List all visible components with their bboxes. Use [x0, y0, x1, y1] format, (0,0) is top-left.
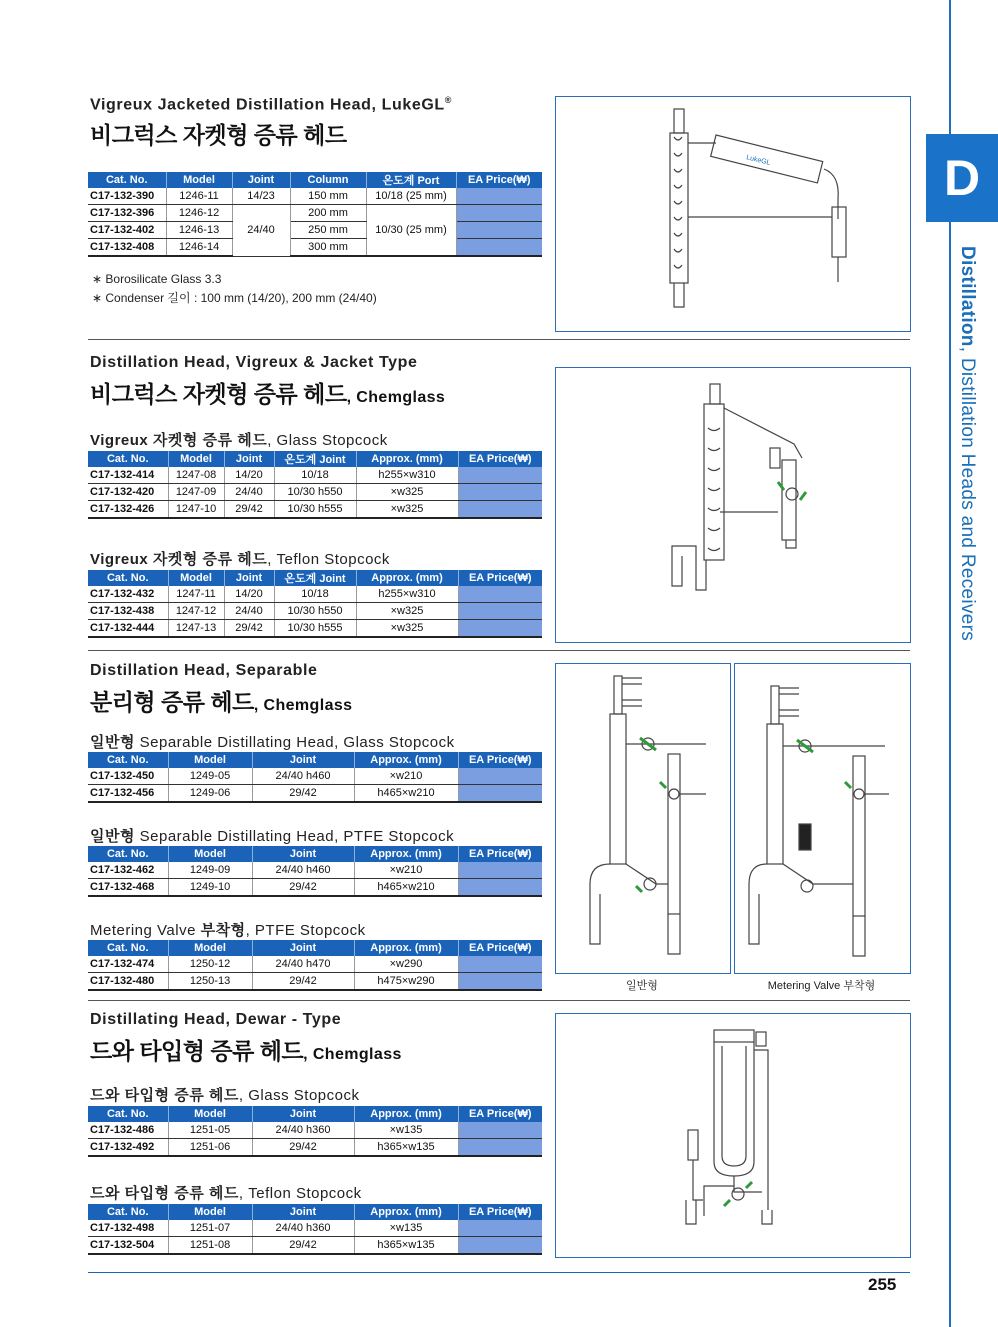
model: 1247-08 — [168, 467, 224, 484]
sec3-table-metering — [88, 940, 542, 991]
approx: h465×w210 — [354, 879, 458, 897]
col-joint: Joint — [252, 846, 354, 862]
col-cat-no: Cat. No. — [88, 752, 168, 768]
approx: h475×w290 — [354, 973, 458, 991]
product-image-dewar — [555, 1013, 911, 1258]
caption-metering: Metering Valve 부착형 — [767, 980, 876, 992]
col-approx: Approx. (mm) — [354, 1204, 458, 1220]
table-row — [88, 239, 542, 257]
table-row — [88, 862, 542, 879]
sec1-title-ko: 비그럭스 자켓형 증류 헤드 — [90, 122, 347, 148]
approx: h255×w310 — [356, 467, 458, 484]
divider — [88, 650, 910, 651]
price-cell — [458, 501, 542, 519]
column: 250 mm — [290, 222, 366, 239]
col-approx: Approx. (mm) — [354, 1106, 458, 1122]
col-cat-no: Cat. No. — [88, 570, 168, 586]
col-joint: Joint — [252, 752, 354, 768]
joint: 29/42 — [252, 973, 354, 991]
sec4-sub-a: 드와 타입형 증류 헤드, Glass Stopcock — [90, 1087, 360, 1104]
cat-no: C17-132-408 — [88, 239, 166, 257]
cat-no: C17-132-390 — [88, 188, 166, 205]
model: 1246-11 — [166, 188, 232, 205]
model: 1249-09 — [168, 862, 252, 879]
cat-no: C17-132-456 — [88, 785, 168, 803]
cat-no: C17-132-444 — [88, 620, 168, 638]
approx: ×w210 — [354, 768, 458, 785]
col-model: Model — [168, 940, 252, 956]
note-glass: ∗ Borosilicate Glass 3.3 — [92, 272, 222, 286]
col-approx: Approx. (mm) — [356, 451, 458, 467]
col-price: EA Price(₩) — [458, 451, 542, 467]
price-cell — [458, 620, 542, 638]
col-cat-no: Cat. No. — [88, 846, 168, 862]
cat-no: C17-132-426 — [88, 501, 168, 519]
table-row — [88, 205, 542, 222]
sec2-table-glass — [88, 451, 542, 519]
divider — [88, 1000, 910, 1001]
price-cell — [458, 484, 542, 501]
col-cat-no: Cat. No. — [88, 1204, 168, 1220]
col-model: Model — [168, 570, 224, 586]
table-row — [88, 222, 542, 239]
note-condenser: ∗ Condenser 길이 : 100 mm (14/20), 200 mm (24/40) — [92, 291, 377, 305]
col-price: EA Price(₩) — [458, 846, 542, 862]
col-joint: Joint — [224, 451, 274, 467]
price-cell — [458, 973, 542, 991]
model: 1250-13 — [168, 973, 252, 991]
sec2-table-teflon — [88, 570, 542, 638]
joint: 29/42 — [224, 620, 274, 638]
col-cat-no: Cat. No. — [88, 1106, 168, 1122]
cat-no: C17-132-414 — [88, 467, 168, 484]
sec4-table-teflon — [88, 1204, 542, 1255]
table-row — [88, 1122, 542, 1139]
joint: 24/40 — [224, 603, 274, 620]
price-cell — [458, 1122, 542, 1139]
joint: 24/40 h460 — [252, 768, 354, 785]
product-image-vigreux-lukegl — [555, 96, 911, 332]
thermo-joint: 10/18 — [274, 586, 356, 603]
col-price: EA Price(₩) — [458, 940, 542, 956]
sec3-title-en: Distillation Head, Separable — [90, 662, 318, 679]
model: 1247-11 — [168, 586, 224, 603]
table-row — [88, 188, 542, 205]
model: 1249-06 — [168, 785, 252, 803]
joint: 14/20 — [224, 586, 274, 603]
sec1-title-en: Vigreux Jacketed Distillation Head, LukeGL® — [90, 95, 453, 114]
caption-standard: 일반형 — [626, 980, 658, 992]
sec3-table-ptfe — [88, 846, 542, 897]
joint: 29/42 — [224, 501, 274, 519]
col-cat-no: Cat. No. — [88, 451, 168, 467]
price-cell — [458, 1139, 542, 1157]
divider — [88, 339, 910, 340]
joint: 14/20 — [224, 467, 274, 484]
table-row — [88, 467, 542, 484]
model: 1247-12 — [168, 603, 224, 620]
model: 1251-08 — [168, 1237, 252, 1255]
column: 300 mm — [290, 239, 366, 257]
price-cell — [456, 239, 542, 257]
price-cell — [456, 205, 542, 222]
table-row — [88, 620, 542, 638]
joint: 29/42 — [252, 785, 354, 803]
col-joint: Joint — [252, 1106, 354, 1122]
joint: 29/42 — [252, 879, 354, 897]
joint: 24/40 h360 — [252, 1220, 354, 1237]
thermo-joint: 10/30 h555 — [274, 620, 356, 638]
col-price: EA Price(₩) — [458, 1106, 542, 1122]
col-column: Column — [290, 172, 366, 188]
price-cell — [456, 222, 542, 239]
col-thermometer-joint: 온도계 Joint — [274, 451, 356, 467]
table-row — [88, 785, 542, 803]
col-approx: Approx. (mm) — [354, 846, 458, 862]
footer-rule — [88, 1272, 910, 1273]
joint: 29/42 — [252, 1237, 354, 1255]
cat-no: C17-132-438 — [88, 603, 168, 620]
sec1-table — [88, 172, 542, 257]
model: 1249-10 — [168, 879, 252, 897]
thermo-joint: 10/30 h550 — [274, 484, 356, 501]
model: 1246-14 — [166, 239, 232, 257]
table-row — [88, 956, 542, 973]
port: 10/18 (25 mm) — [366, 188, 456, 205]
price-cell — [458, 768, 542, 785]
col-approx: Approx. (mm) — [354, 940, 458, 956]
col-price: EA Price(₩) — [456, 172, 542, 188]
price-cell — [458, 879, 542, 897]
col-price: EA Price(₩) — [458, 752, 542, 768]
sec2-title-ko: 비그럭스 자켓형 증류 헤드, Chemglass — [90, 381, 446, 407]
price-cell — [458, 862, 542, 879]
approx: ×w325 — [356, 484, 458, 501]
sec3-sub-c: Metering Valve 부착형, PTFE Stopcock — [90, 922, 366, 939]
table-row — [88, 501, 542, 519]
price-cell — [458, 1237, 542, 1255]
joint: 24/40 — [232, 205, 290, 257]
thermo-joint: 10/18 — [274, 467, 356, 484]
sec4-title-en: Distillating Head, Dewar - Type — [90, 1011, 342, 1028]
cat-no: C17-132-486 — [88, 1122, 168, 1139]
col-model: Model — [168, 1106, 252, 1122]
price-cell — [458, 603, 542, 620]
cat-no: C17-132-480 — [88, 973, 168, 991]
thermo-joint: 10/30 h550 — [274, 603, 356, 620]
cat-no: C17-132-468 — [88, 879, 168, 897]
cat-no: C17-132-396 — [88, 205, 166, 222]
price-cell — [458, 467, 542, 484]
joint: 14/23 — [232, 188, 290, 205]
approx: ×w135 — [354, 1122, 458, 1139]
model: 1250-12 — [168, 956, 252, 973]
sec3-title-ko: 분리형 증류 헤드, Chemglass — [90, 689, 353, 715]
joint: 29/42 — [252, 1139, 354, 1157]
table-row — [88, 484, 542, 501]
sec4-table-glass — [88, 1106, 542, 1157]
col-cat-no: Cat. No. — [88, 172, 166, 188]
model: 1247-09 — [168, 484, 224, 501]
product-image-vigreux-chemglass — [555, 367, 911, 643]
sec3-sub-a: 일반형 Separable Distillating Head, Glass Stopcock — [90, 734, 455, 751]
model: 1247-13 — [168, 620, 224, 638]
col-approx: Approx. (mm) — [356, 570, 458, 586]
column: 150 mm — [290, 188, 366, 205]
lukegl-logo: LukeGL — [745, 154, 772, 167]
sec3-sub-b: 일반형 Separable Distillating Head, PTFE Stopcock — [90, 828, 455, 845]
table-row — [88, 879, 542, 897]
table-row — [88, 1237, 542, 1255]
col-joint: Joint — [252, 1204, 354, 1220]
price-cell — [458, 586, 542, 603]
col-model: Model — [168, 451, 224, 467]
cat-no: C17-132-402 — [88, 222, 166, 239]
section-tab-d: D — [926, 134, 998, 222]
col-model: Model — [168, 1204, 252, 1220]
cat-no: C17-132-450 — [88, 768, 168, 785]
thermo-joint: 10/30 h555 — [274, 501, 356, 519]
sec4-title-ko: 드와 타입형 증류 헤드, Chemglass — [90, 1038, 402, 1064]
price-cell — [458, 785, 542, 803]
model: 1249-05 — [168, 768, 252, 785]
approx: ×w290 — [354, 956, 458, 973]
cat-no: C17-132-474 — [88, 956, 168, 973]
joint: 24/40 h460 — [252, 862, 354, 879]
joint: 24/40 h360 — [252, 1122, 354, 1139]
port: 10/30 (25 mm) — [366, 205, 456, 257]
model: 1251-06 — [168, 1139, 252, 1157]
col-thermometer-joint: 온도계 Joint — [274, 570, 356, 586]
sec2-sub-a: Vigreux 자켓형 증류 헤드, Glass Stopcock — [90, 432, 388, 449]
col-price: EA Price(₩) — [458, 1204, 542, 1220]
model: 1251-07 — [168, 1220, 252, 1237]
model: 1246-13 — [166, 222, 232, 239]
approx: h365×w135 — [354, 1237, 458, 1255]
column: 200 mm — [290, 205, 366, 222]
sec2-title-en: Distillation Head, Vigreux & Jacket Type — [90, 354, 418, 371]
approx: h365×w135 — [354, 1139, 458, 1157]
joint: 24/40 h470 — [252, 956, 354, 973]
table-row — [88, 973, 542, 991]
section-side-label: Distillation, Distillation Heads and Receivers — [957, 246, 978, 641]
col-cat-no: Cat. No. — [88, 940, 168, 956]
sec2-sub-b: Vigreux 자켓형 증류 헤드, Teflon Stopcock — [90, 551, 390, 568]
col-joint: Joint — [224, 570, 274, 586]
cat-no: C17-132-420 — [88, 484, 168, 501]
price-cell — [456, 188, 542, 205]
table-row — [88, 586, 542, 603]
model: 1246-12 — [166, 205, 232, 222]
approx: ×w210 — [354, 862, 458, 879]
model: 1251-05 — [168, 1122, 252, 1139]
table-row — [88, 603, 542, 620]
sec3-table-glass — [88, 752, 542, 803]
approx: ×w325 — [356, 620, 458, 638]
sec4-sub-b: 드와 타입형 증류 헤드, Teflon Stopcock — [90, 1185, 362, 1202]
col-thermometer-port: 온도계 Port — [366, 172, 456, 188]
approx: ×w325 — [356, 501, 458, 519]
approx: h465×w210 — [354, 785, 458, 803]
product-image-separable-metering — [734, 663, 911, 974]
col-joint: Joint — [252, 940, 354, 956]
col-model: Model — [168, 846, 252, 862]
approx: ×w135 — [354, 1220, 458, 1237]
page-number: 255 — [868, 1275, 897, 1294]
table-row — [88, 768, 542, 785]
cat-no: C17-132-492 — [88, 1139, 168, 1157]
approx: ×w325 — [356, 603, 458, 620]
col-price: EA Price(₩) — [458, 570, 542, 586]
product-image-separable-standard — [555, 663, 731, 974]
table-row — [88, 1220, 542, 1237]
joint: 24/40 — [224, 484, 274, 501]
price-cell — [458, 956, 542, 973]
cat-no: C17-132-462 — [88, 862, 168, 879]
col-model: Model — [168, 752, 252, 768]
col-joint: Joint — [232, 172, 290, 188]
approx: h255×w310 — [356, 586, 458, 603]
model: 1247-10 — [168, 501, 224, 519]
col-approx: Approx. (mm) — [354, 752, 458, 768]
cat-no: C17-132-504 — [88, 1237, 168, 1255]
cat-no: C17-132-432 — [88, 586, 168, 603]
price-cell — [458, 1220, 542, 1237]
table-row — [88, 1139, 542, 1157]
col-model: Model — [166, 172, 232, 188]
cat-no: C17-132-498 — [88, 1220, 168, 1237]
